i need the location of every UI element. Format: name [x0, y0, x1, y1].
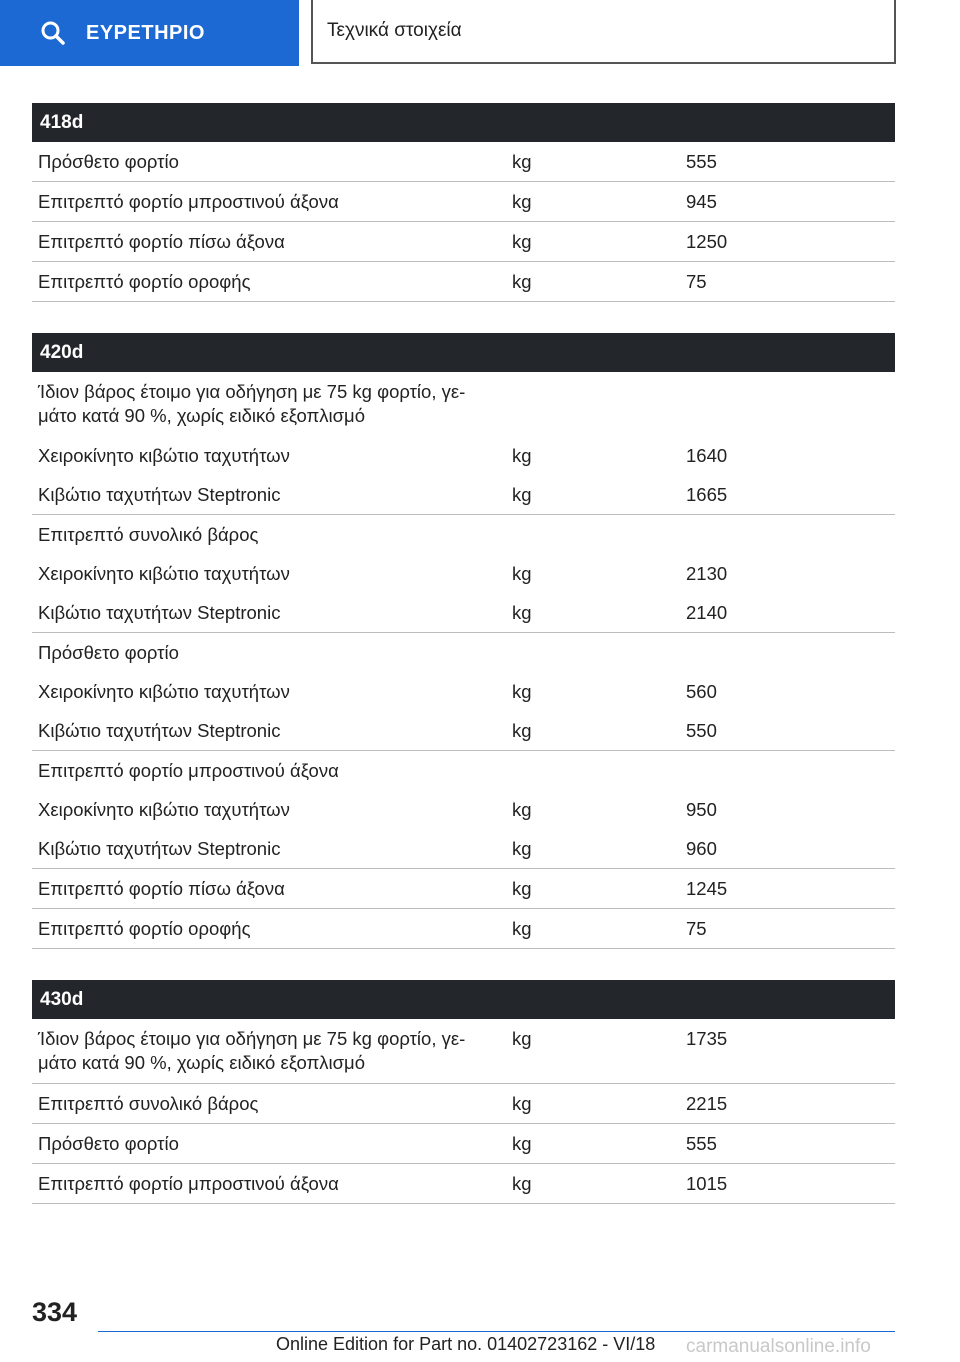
row-value: 950 — [686, 798, 717, 820]
search-icon — [40, 20, 66, 46]
row-unit — [506, 751, 680, 791]
table-row — [32, 711, 895, 751]
row-label: Επιτρεπτό φορτίο οροφής — [32, 909, 506, 949]
table-title: 418d — [32, 103, 895, 142]
row-value — [680, 751, 895, 791]
breadcrumb-title: Τεχνικά στοιχεία — [327, 20, 462, 41]
row-label: Επιτρεπτό φορτίο πίσω άξονα — [32, 222, 506, 262]
row-unit: kg — [512, 562, 532, 584]
table-row — [32, 436, 895, 475]
row-value: 560 — [686, 680, 717, 702]
table-row — [32, 1019, 895, 1084]
spec-table-430d — [32, 980, 895, 1204]
row-value: 555 — [680, 1124, 895, 1164]
table-row — [32, 869, 895, 909]
table-row — [32, 751, 895, 791]
row-label: Χειροκίνητο κιβώτιο ταχυτήτων — [38, 798, 290, 820]
row-label: Χειροκίνητο κιβώτιο ταχυτήτων — [38, 444, 290, 466]
table-row — [32, 182, 895, 222]
table-row — [32, 372, 895, 436]
row-value: 1665 — [680, 475, 895, 515]
row-label: Ίδιον βάρος έτοιμο για οδήγηση με 75 kg φορτίο, γε- μάτο κατά 90 %, χωρίς ειδικό εξοπλισμό — [38, 381, 466, 426]
row-value: 75 — [680, 262, 895, 302]
table-row — [32, 672, 895, 711]
table-row — [32, 909, 895, 949]
row-unit: kg — [506, 475, 680, 515]
table-row — [32, 515, 895, 555]
table-title: 430d — [32, 980, 895, 1019]
spec-table-418d — [32, 103, 895, 302]
row-unit: kg — [506, 593, 680, 633]
row-unit: kg — [506, 1124, 680, 1164]
row-unit: kg — [506, 142, 680, 182]
row-value: 550 — [680, 711, 895, 751]
table-row — [32, 262, 895, 302]
row-label: Επιτρεπτό φορτίο πίσω άξονα — [32, 869, 506, 909]
row-unit: kg — [506, 869, 680, 909]
table-row — [32, 475, 895, 515]
row-label: Επιτρεπτό φορτίο μπροστινού άξονα — [38, 759, 339, 781]
row-unit — [506, 372, 680, 436]
row-label: Επιτρεπτό φορτίο μπροστινού άξονα — [32, 182, 506, 222]
row-value: 1250 — [680, 222, 895, 262]
table-header — [32, 333, 895, 372]
row-label: Επιτρεπτό φορτίο οροφής — [32, 262, 506, 302]
row-unit: kg — [506, 829, 680, 869]
row-unit: kg — [506, 262, 680, 302]
row-label: Κιβώτιο ταχυτήτων Steptronic — [32, 475, 506, 515]
spec-table-420d — [32, 333, 895, 949]
table-row — [32, 1164, 895, 1204]
row-unit: kg — [506, 1164, 680, 1204]
row-unit: kg — [506, 222, 680, 262]
row-value — [680, 372, 895, 436]
row-value: 1735 — [680, 1019, 895, 1084]
edition-text: Online Edition for Part no. 01402723162 - VI/18 — [276, 1334, 656, 1354]
row-value: 2215 — [680, 1084, 895, 1124]
row-unit: kg — [512, 680, 532, 702]
table-row — [32, 633, 895, 673]
tables-container — [32, 103, 895, 1204]
table-row — [32, 593, 895, 633]
row-label: Ίδιον βάρος έτοιμο για οδήγηση με 75 kg φορτίο, γε- μάτο κατά 90 %, χωρίς ειδικό εξοπλισμό — [32, 1019, 506, 1084]
row-label: Κιβώτιο ταχυτήτων Steptronic — [32, 593, 506, 633]
index-button[interactable] — [0, 0, 299, 66]
table-row — [32, 1084, 895, 1124]
row-label: Χειροκίνητο κιβώτιο ταχυτήτων — [38, 562, 290, 584]
row-unit: kg — [506, 1019, 680, 1084]
table-row — [32, 554, 895, 593]
row-unit: kg — [512, 798, 532, 820]
table-row — [32, 222, 895, 262]
watermark: carmanualsonline.info — [686, 1336, 871, 1357]
row-value: 555 — [680, 142, 895, 182]
row-value: 2130 — [686, 562, 728, 584]
row-unit: kg — [506, 182, 680, 222]
table-header — [32, 103, 895, 142]
row-value: 960 — [680, 829, 895, 869]
row-value: 2140 — [680, 593, 895, 633]
row-label: Πρόσθετο φορτίο — [32, 142, 506, 182]
breadcrumb — [311, 0, 896, 64]
table-header — [32, 980, 895, 1019]
row-unit — [506, 633, 680, 673]
row-value — [680, 633, 895, 673]
row-value: 1245 — [680, 869, 895, 909]
row-value: 945 — [680, 182, 895, 222]
row-unit: kg — [506, 711, 680, 751]
row-value — [680, 515, 895, 555]
table-row — [32, 790, 895, 829]
row-label: Χειροκίνητο κιβώτιο ταχυτήτων — [38, 680, 290, 702]
row-value: 1015 — [680, 1164, 895, 1204]
index-button-label: ΕΥΡΕΤΗΡΙΟ — [86, 21, 205, 44]
row-value: 75 — [680, 909, 895, 949]
row-label: Κιβώτιο ταχυτήτων Steptronic — [32, 711, 506, 751]
row-value: 1640 — [686, 444, 728, 466]
row-label: Κιβώτιο ταχυτήτων Steptronic — [32, 829, 506, 869]
table-row — [32, 142, 895, 182]
row-label: Πρόσθετο φορτίο — [38, 641, 179, 663]
row-unit: kg — [512, 444, 532, 466]
table-row — [32, 1124, 895, 1164]
row-unit: kg — [506, 1084, 680, 1124]
table-row — [32, 829, 895, 869]
row-label: Επιτρεπτό φορτίο μπροστινού άξονα — [32, 1164, 506, 1204]
page-number: 334 — [32, 1297, 78, 1327]
row-unit — [506, 515, 680, 555]
row-label: Επιτρεπτό συνολικό βάρος — [38, 523, 259, 545]
row-unit: kg — [506, 909, 680, 949]
row-label: Επιτρεπτό συνολικό βάρος — [32, 1084, 506, 1124]
footer-divider — [98, 1331, 895, 1332]
table-title: 420d — [32, 333, 895, 372]
row-label: Πρόσθετο φορτίο — [32, 1124, 506, 1164]
top-bar — [0, 0, 960, 66]
